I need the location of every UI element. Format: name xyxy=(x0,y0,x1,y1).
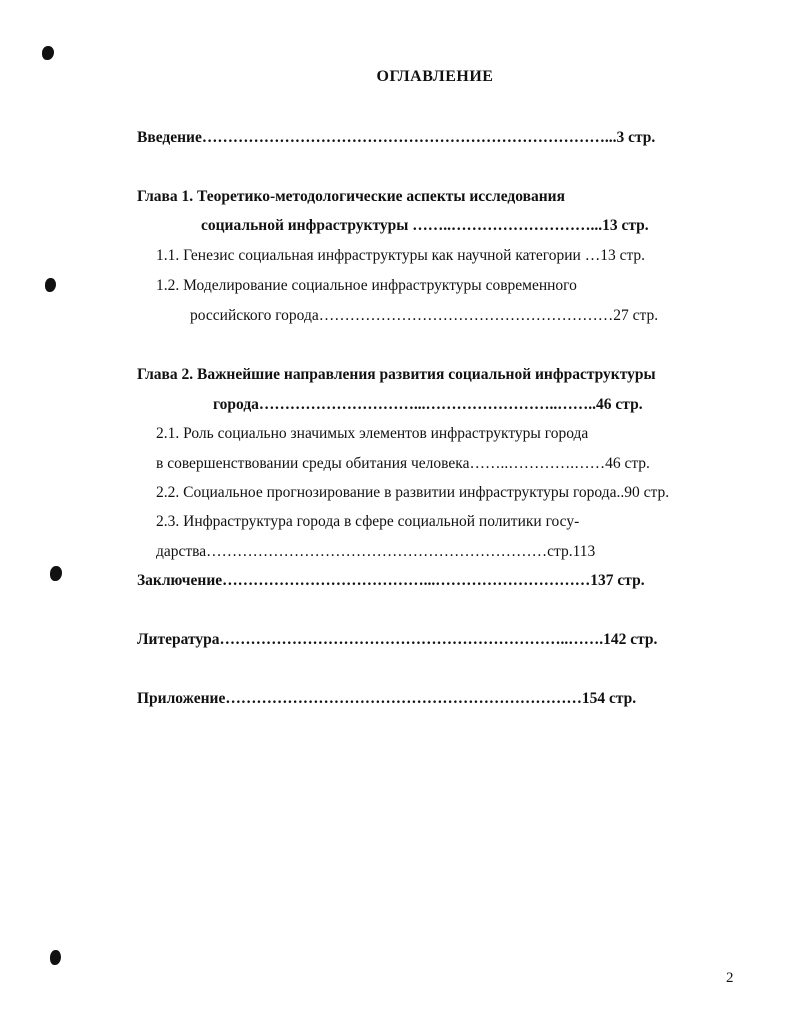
toc-entry-literature: Литература…………………………………………………………..…….142 стр. xyxy=(137,631,658,648)
toc-entry-section-2-3: 2.3. Инфраструктура города в сфере социальной политики госу- xyxy=(156,513,580,530)
toc-entry-conclusion: Заключение…………………………………...…………………………137 стр. xyxy=(137,572,645,589)
toc-entry-section-2-2: 2.2. Социальное прогнозирование в развитии инфраструктуры города..90 стр. xyxy=(156,484,670,501)
toc-entry-section-2-1: 2.1. Роль социально значимых элементов инфраструктуры города xyxy=(156,425,589,442)
punch-hole-mark xyxy=(45,278,56,292)
toc-entry-section-1-2: 1.2. Моделирование социальное инфраструктуры современного xyxy=(156,277,577,294)
toc-entry-chapter-1: Глава 1. Теоретико-методологические аспекты исследования xyxy=(137,188,565,205)
toc-entry-section-1-2-continued: российского города…………………………………………………27 стр. xyxy=(190,307,659,324)
toc-entry-intro: Введение……………………………………………………………………...3 стр. xyxy=(137,129,656,146)
punch-hole-mark xyxy=(50,950,61,965)
toc-entry-chapter-1-continued: социальной инфраструктуры ……..………………………...13 стр. xyxy=(201,217,649,234)
page-number: 2 xyxy=(726,970,734,986)
punch-hole-mark xyxy=(42,46,54,60)
toc-entry-appendix: Приложение……………………………………………………………154 стр. xyxy=(137,690,637,707)
toc-entry-chapter-2: Глава 2. Важнейшие направления развития социальной инфраструктуры xyxy=(137,366,656,383)
punch-hole-mark xyxy=(50,566,62,581)
toc-entry-section-2-1-continued: в совершенствовании среды обитания человека……..………….……46 стр. xyxy=(156,455,650,472)
toc-entry-chapter-2-continued: города…………………………...……………………..……..46 стр. xyxy=(213,396,643,413)
toc-entry-section-2-3-continued: дарства…………………………………………………………стр.113 xyxy=(156,543,596,560)
page-title: ОГЛАВЛЕНИЕ xyxy=(376,68,494,85)
toc-entry-section-1-1: 1.1. Генезис социальная инфраструктуры как научной категории …13 стр. xyxy=(156,247,646,264)
